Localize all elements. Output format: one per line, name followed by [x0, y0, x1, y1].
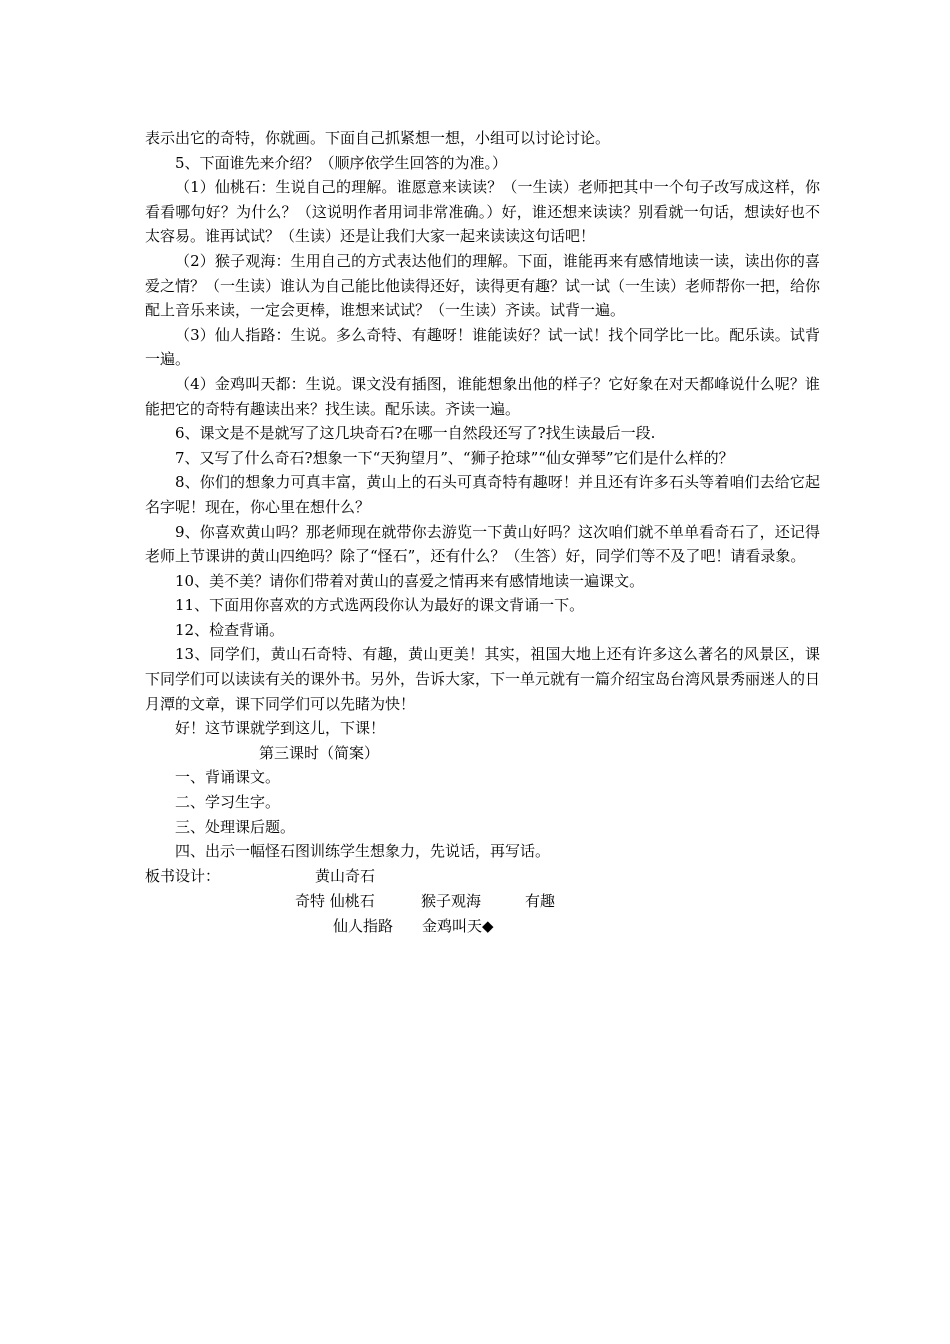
paragraph-4: （3）仙人指路：生说。多么奇特、有趣呀！谁能读好？试一试！找个同学比一比。配乐读。试背一遍。 — [145, 325, 820, 369]
paragraph-2: （1）仙桃石：生说自己的理解。谁愿意来读读？（一生读）老师把其中一个句子改写成这样，你看看哪句好？为什么？（这说明作者用词非常准确。）好，谁还想来读读？别看就一句话，想读好也不太容易。谁再试试？（生读）还是让我们大家一起来读读这句话吧！ — [145, 178, 820, 246]
paragraph-3: （2）猴子观海：生用自己的方式表达他们的理解。下面，谁能再来有感情地读一读，读出你的喜爱之情？（一生读）谁认为自己能比他读得还好，读得更有趣？试一试（一生读）老师帮你一把，给你配上音乐来读，一定会更棒，谁想来试试？（一生读）齐读。试背一遍。 — [145, 251, 821, 320]
paragraph-12: 12、检查背诵。 — [175, 620, 285, 639]
board-title: 黄山奇石 — [315, 866, 376, 885]
paragraph-5: （4）金鸡叫天都：生说。课文没有插图，谁能想象出他的样子？它好象在对天都峰说什么呢？谁能把它的奇特有趣读出来？找生读。配乐读。齐读一遍。 — [145, 374, 820, 418]
lesson3-title: 第三课时（简案） — [259, 743, 380, 762]
paragraph-11: 11、下面用你喜欢的方式选两段你认为最好的课文背诵一下。 — [175, 596, 585, 615]
paragraph-0: 表示出它的奇特，你就画。下面自己抓紧想一想，小组可以讨论讨论。 — [145, 129, 611, 147]
board-row2-left: 仙人指路 — [333, 916, 394, 935]
paragraph-7: 7、又写了什么奇石?想象一下“天狗望月”、“狮子抢球”“仙女弹琴”它们是什么样的？ — [175, 448, 734, 467]
paragraph-8: 8、你们的想象力可真丰富，黄山上的石头可真奇特有趣呀！并且还有许多石头等着咱们去给它起名字呢！现在，你心里在想什么？ — [145, 473, 820, 516]
document-body — [145, 126, 820, 938]
board-row2-right: 金鸡叫天◆ — [422, 916, 494, 935]
paragraph-10: 10、美不美？请你们带着对黄山的喜爱之情再来有感情地读一遍课文。 — [175, 571, 645, 590]
paragraph-6: 6、课文是不是就写了这几块奇石?在哪一自然段还写了?找生读最后一段. — [175, 424, 656, 443]
lesson3-step-2: 二、学习生字。 — [175, 793, 281, 812]
board-design — [145, 864, 820, 938]
board-row1-end: 有趣 — [525, 891, 556, 910]
lesson3-step-4: 四、出示一幅怪石图训练学生想象力，先说话，再写话。 — [175, 842, 551, 861]
paragraph-9: 9、你喜欢黄山吗？那老师现在就带你去游览一下黄山好吗？这次咱们就不单单看奇石了，还记得老师上节课讲的黄山四绝吗？除了“怪石”，还有什么？（生答）好，同学们等不及了吧！请看录象。 — [145, 522, 820, 566]
board-label: 板书设计： — [145, 866, 221, 885]
paragraph-14: 好！这节课就学到这儿，下课！ — [175, 719, 386, 738]
lesson3-step-1: 一、背诵课文。 — [175, 768, 281, 787]
board-row1-mid: 猴子观海 — [421, 891, 482, 910]
paragraph-13: 13、同学们，黄山石奇特、有趣，黄山更美！其实，祖国大地上还有许多这么著名的风景区，课下同学们可以读读有关的课外书。另外，告诉大家，下一单元就有一篇介绍宝岛台湾风景秀丽迷人的日月潭的文章，课下同学们可以先睹为快！ — [145, 645, 821, 713]
lesson3-step-3: 三、处理课后题。 — [175, 817, 296, 836]
board-row1-prefix: 奇特 仙桃石 — [295, 891, 375, 910]
paragraph-1: 5、下面谁先来介绍？（顺序依学生回答的为准。） — [175, 153, 508, 172]
